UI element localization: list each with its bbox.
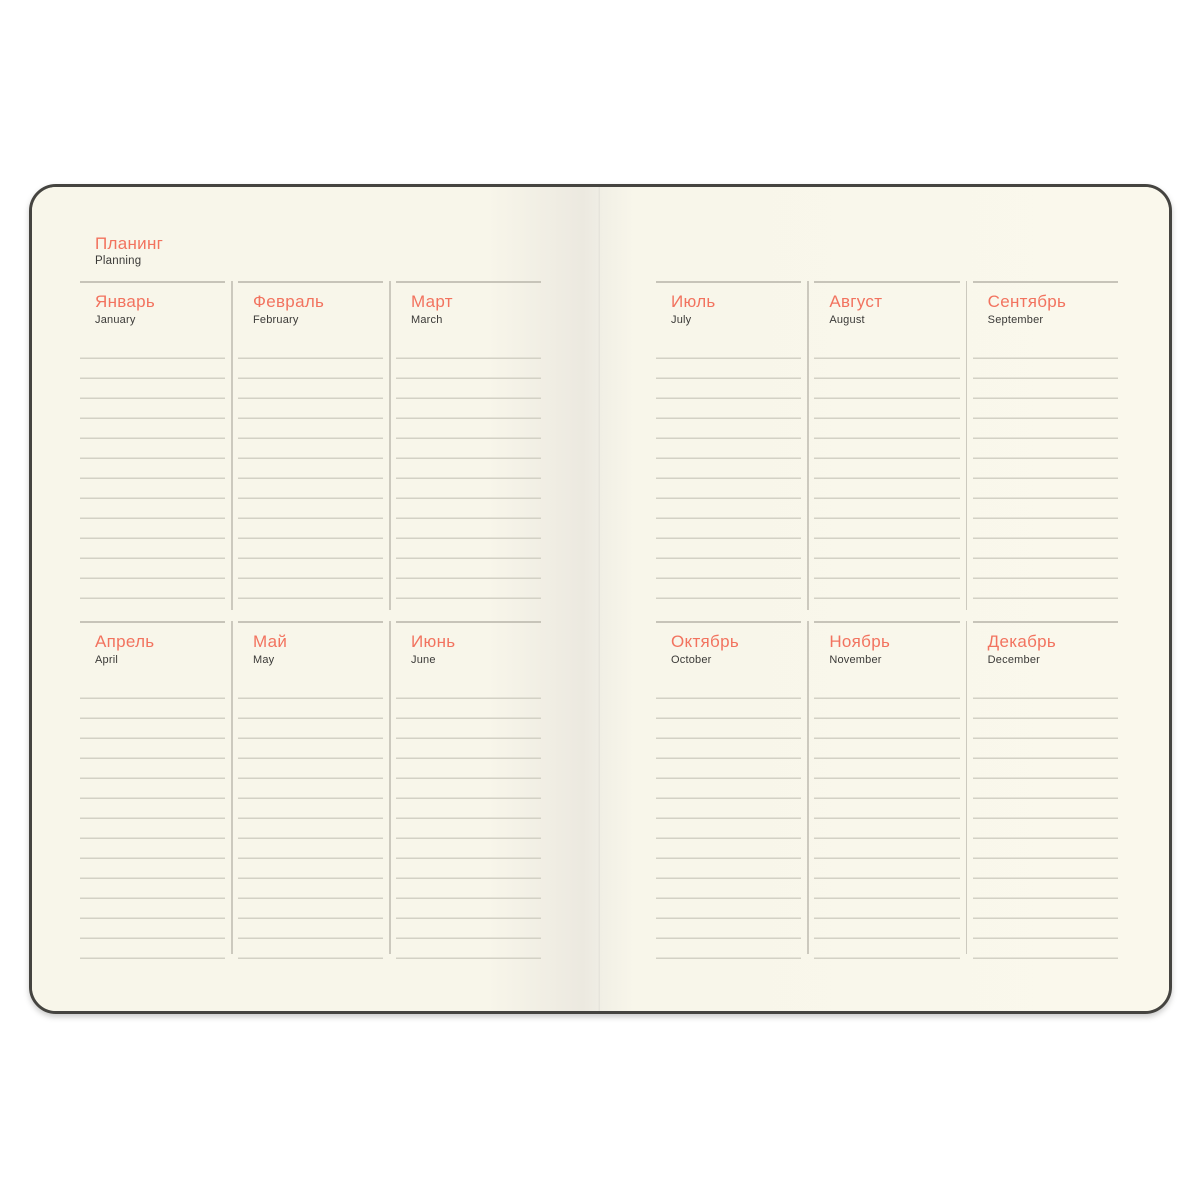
month-name-ru: Октябрь [671,632,739,651]
month-cell-may [238,621,383,956]
month-cell-october [656,621,801,956]
ruled-lines [238,339,383,599]
left-page [32,187,600,1011]
planning-title [95,234,163,268]
ruled-lines [80,339,225,599]
planning-title-ru: Планинг [95,234,164,253]
month-name-en: November [829,654,882,666]
month-name-en: June [411,654,436,666]
ruled-lines [396,679,541,959]
ruled-lines [814,339,959,599]
month-name-ru: Март [411,292,453,311]
ruled-lines [656,679,801,959]
month-name-en: April [95,654,119,666]
right-page-bottom-row [656,621,1118,956]
ruled-lines [814,679,959,959]
month-name-ru: Июль [671,292,716,311]
month-name-en: March [411,314,443,326]
month-name-ru: Февраль [253,292,325,311]
month-name-ru: Август [829,292,883,311]
planning-title-en: Planning [95,255,142,267]
ruled-lines [656,339,801,599]
month-cell-march [396,281,541,612]
left-page-top-row [80,281,541,612]
month-cell-january [80,281,225,612]
right-page [600,187,1169,1011]
month-cell-november [814,621,959,956]
month-name-en: December [987,654,1040,666]
month-cell-june [396,621,541,956]
ruled-lines [973,679,1118,959]
month-name-ru: Декабрь [987,632,1057,651]
month-name-ru: Сентябрь [987,292,1067,311]
month-cell-august [814,281,959,612]
month-name-en: January [95,314,136,326]
month-name-ru: Май [253,632,288,651]
month-name-en: August [829,314,865,326]
month-cell-july [656,281,801,612]
ruled-lines [238,679,383,959]
month-name-en: May [253,654,275,666]
notebook-spread [29,184,1172,1014]
month-name-ru: Апрель [95,632,155,651]
month-cell-september [973,281,1118,612]
ruled-lines [973,339,1118,599]
month-name-ru: Ноябрь [829,632,891,651]
right-page-top-row [656,281,1118,612]
month-name-ru: Июнь [411,632,456,651]
month-cell-april [80,621,225,956]
ruled-lines [396,339,541,599]
month-cell-february [238,281,383,612]
month-name-en: October [671,654,712,666]
left-page-bottom-row [80,621,541,956]
month-name-en: February [253,314,299,326]
month-name-en: July [671,314,692,326]
month-cell-december [973,621,1118,956]
ruled-lines [80,679,225,959]
month-name-en: September [987,314,1044,326]
month-name-ru: Январь [95,292,156,311]
